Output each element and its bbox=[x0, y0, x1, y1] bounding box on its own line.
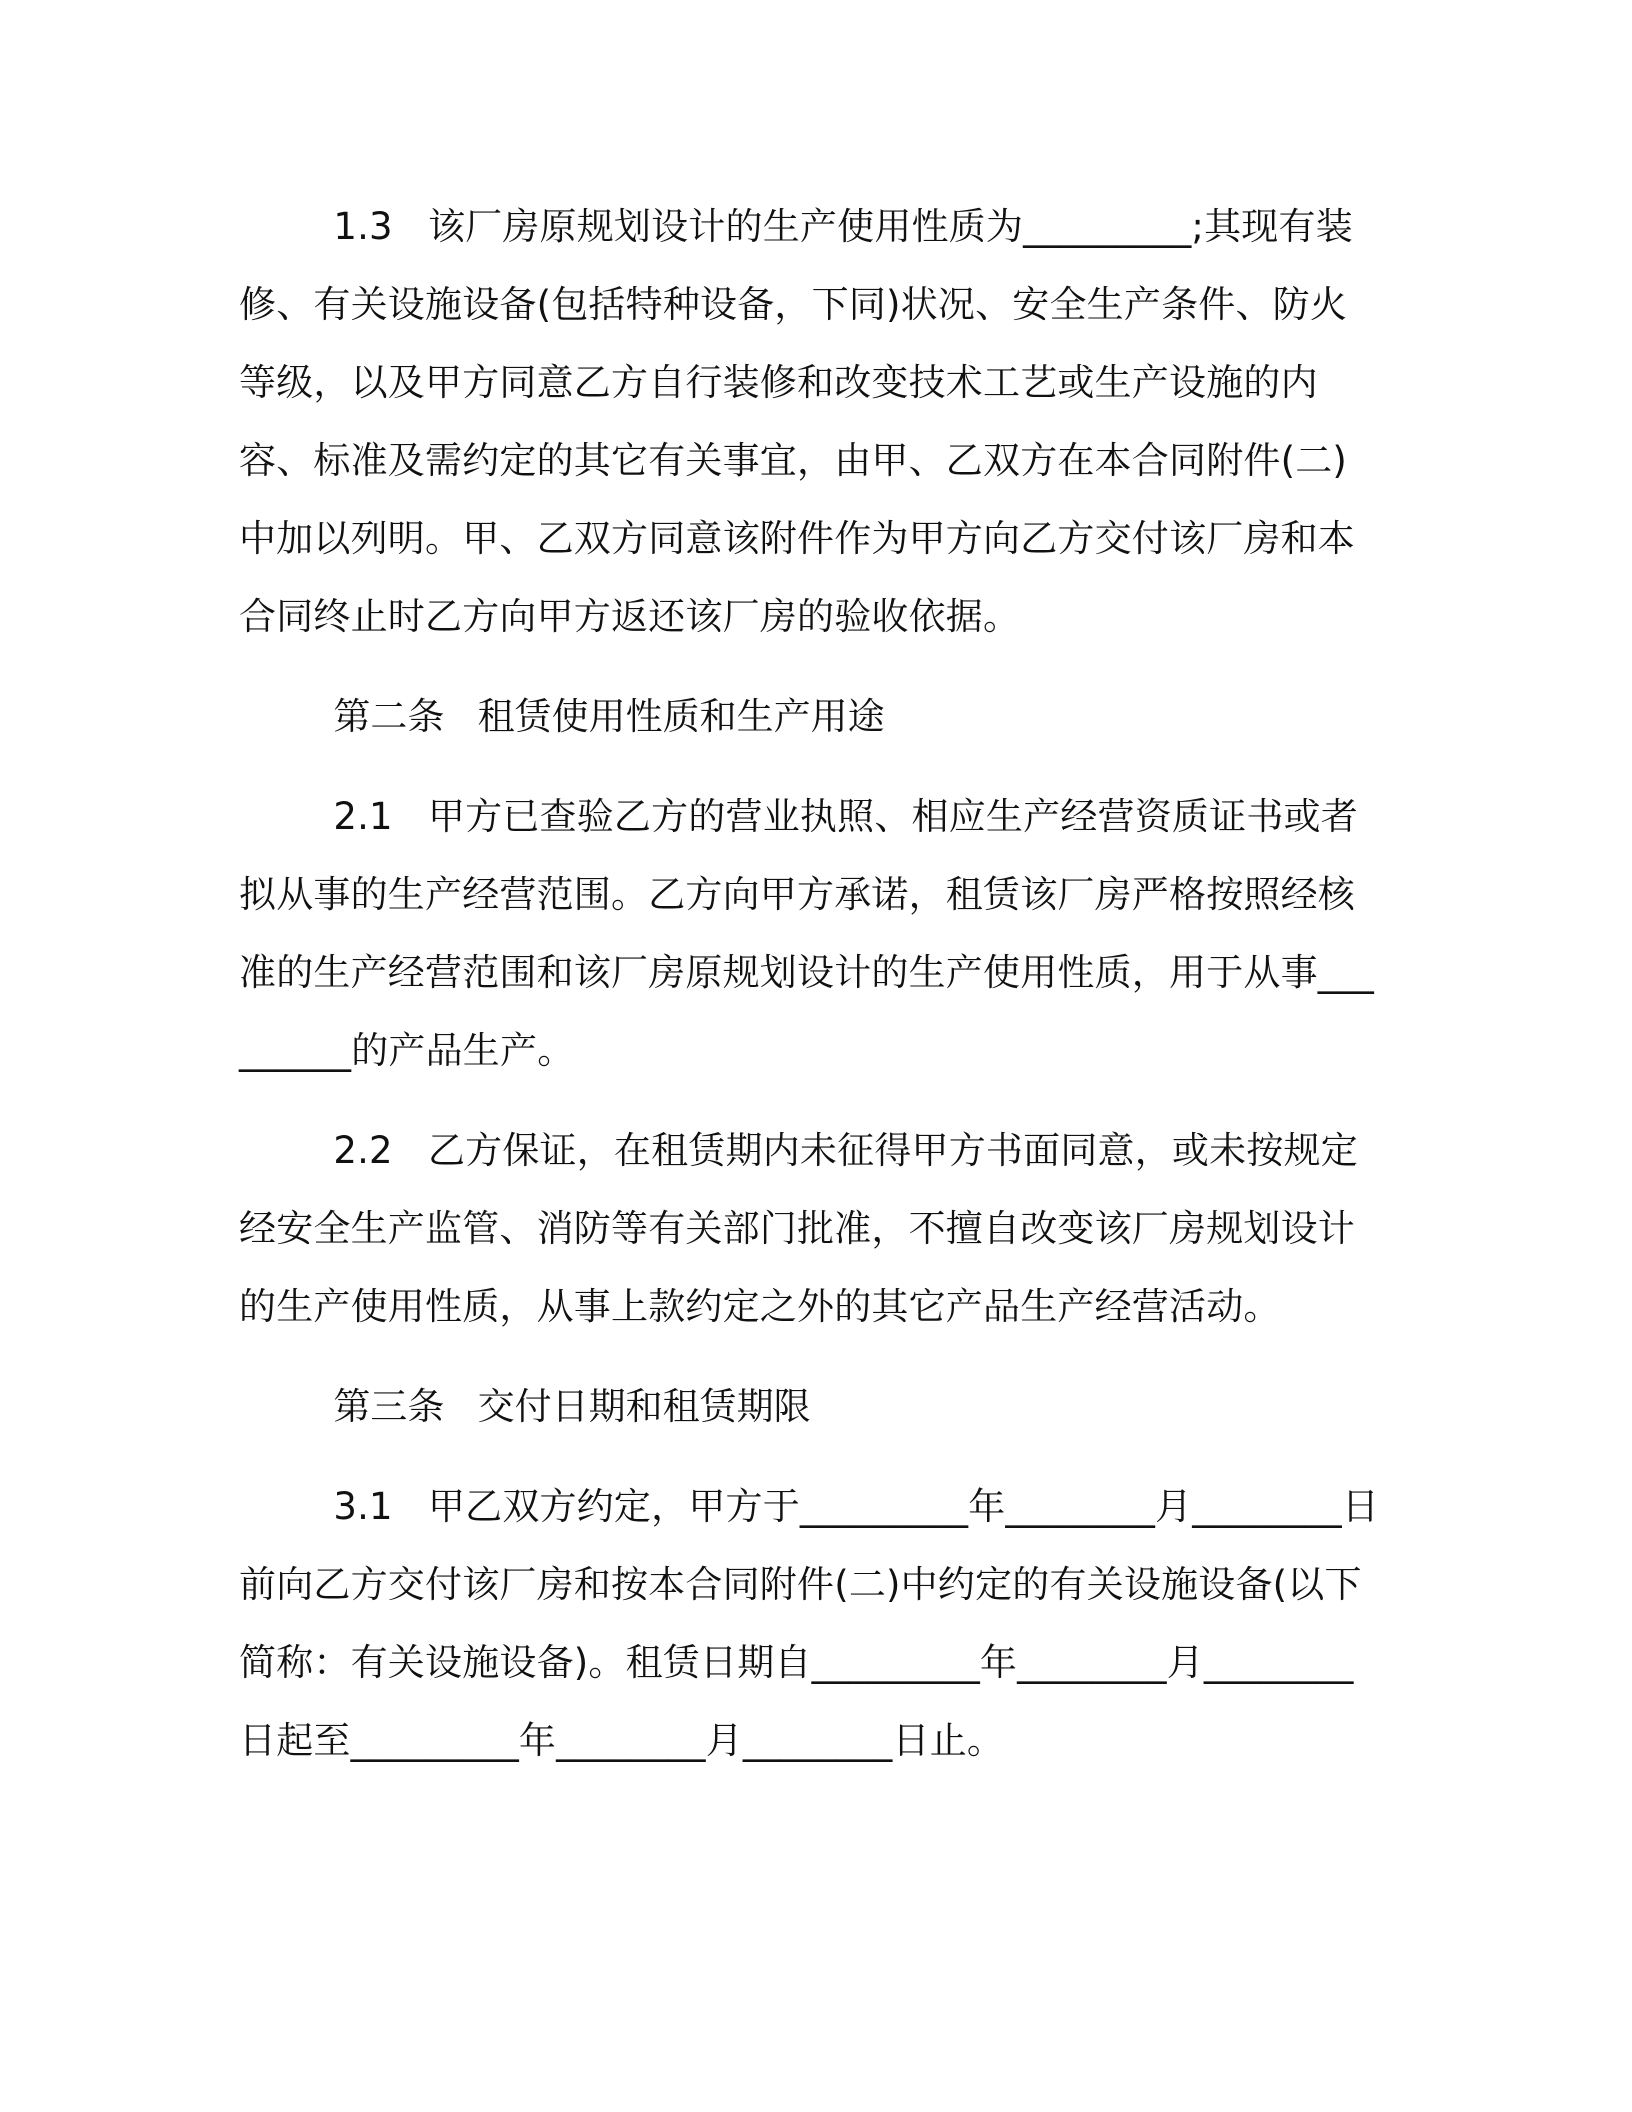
clause-number: 2.1 bbox=[333, 795, 393, 838]
clause-number: 2.2 bbox=[333, 1129, 393, 1172]
article-label: 第二条 bbox=[333, 695, 445, 738]
article-label: 第三条 bbox=[333, 1385, 445, 1428]
clause-1-3 bbox=[239, 188, 1384, 656]
clause-text: 甲方已查验乙方的营业执照、相应生产经营资质证书或者拟从事的生产经营范围。乙方向甲方承诺，租赁该厂房严格按照经核准的生产经营范围和该厂房原规划设计的生产使用性质，用于从事_________的产品生产。 bbox=[239, 795, 1374, 1072]
article-title: 租赁使用性质和生产用途 bbox=[477, 695, 885, 738]
clause-text: 甲乙双方约定，甲方于_________年________月________日前向乙方交付该厂房和按本合同附件(二)中约定的有关设施设备(以下简称：有关设施设备)。租赁日期自_________年________月________日起至_________年________月________日止。 bbox=[239, 1485, 1380, 1762]
article-title: 交付日期和租赁期限 bbox=[477, 1385, 811, 1428]
article-3-heading bbox=[239, 1368, 1384, 1446]
article-2-heading bbox=[239, 678, 1384, 756]
clause-2-2 bbox=[239, 1112, 1384, 1346]
clause-text: 乙方保证，在租赁期内未征得甲方书面同意，或未按规定经安全生产监管、消防等有关部门批准，不擅自改变该厂房规划设计的生产使用性质，从事上款约定之外的其它产品生产经营活动。 bbox=[239, 1129, 1358, 1328]
clause-3-1 bbox=[239, 1468, 1384, 1780]
clause-2-1 bbox=[239, 778, 1384, 1090]
clause-number: 3.1 bbox=[333, 1485, 393, 1528]
clause-text: 该厂房原规划设计的生产使用性质为_________;其现有装修、有关设施设备(包括特种设备，下同)状况、安全生产条件、防火等级，以及甲方同意乙方自行装修和改变技术工艺或生产设施的内容、标准及需约定的其它有关事宜，由甲、乙双方在本合同附件(二)中加以列明。甲、乙双方同意该附件作为甲方向乙方交付该厂房和本合同终止时乙方向甲方返还该厂房的验收依据。 bbox=[239, 205, 1355, 638]
clause-number: 1.3 bbox=[333, 205, 393, 248]
document-body bbox=[239, 188, 1384, 1802]
